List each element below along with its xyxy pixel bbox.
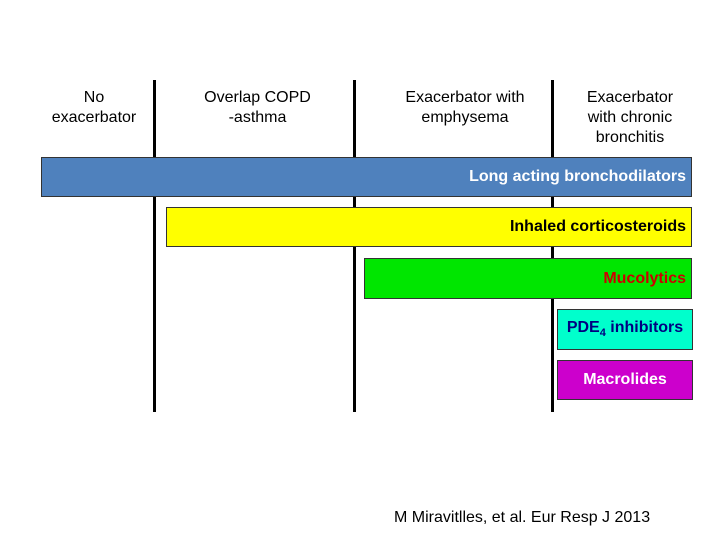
column-header-exacerbator-emphysema: [383, 88, 547, 128]
treatment-bar-macrolides: [557, 360, 693, 400]
column-header-line: -asthma: [228, 109, 287, 126]
citation: M Miravitlles, et al. Eur Resp J 2013: [394, 509, 651, 526]
treatment-bar-mucolytics: [364, 258, 692, 299]
treatment-bar-inhaled-corticosteroids: [166, 207, 692, 247]
column-header-overlap-copd-asthma: [185, 88, 330, 128]
treatment-label: Inhaled corticosteroids: [509, 218, 686, 235]
treatment-label: Long acting bronchodilators: [469, 168, 686, 185]
treatment-label: Mucolytics: [603, 269, 686, 287]
column-header-line: with chronic: [587, 109, 673, 126]
column-header-no-exacerbator: [42, 88, 146, 128]
treatment-label: $PDE_4$ inhibitors: [566, 319, 684, 340]
column-header-line: exacerbator: [51, 109, 137, 126]
column-header-line: Exacerbator with: [405, 89, 525, 106]
treatment-bar-long-acting-bronchodilators: [41, 157, 692, 197]
column-divider: [153, 80, 156, 412]
column-header-exacerbator-chronic-bronchitis: [567, 88, 693, 148]
column-header-line: bronchitis: [595, 129, 665, 146]
subscript: 4: [599, 327, 606, 340]
treatment-label: Macrolides: [583, 371, 667, 388]
column-header-line: emphysema: [421, 109, 509, 126]
column-header-line: Overlap COPD: [204, 89, 311, 106]
treatment-bar-pde4-inhibitors: [557, 309, 693, 350]
column-header-line: No: [83, 89, 105, 106]
column-header-line: Exacerbator: [586, 89, 674, 106]
